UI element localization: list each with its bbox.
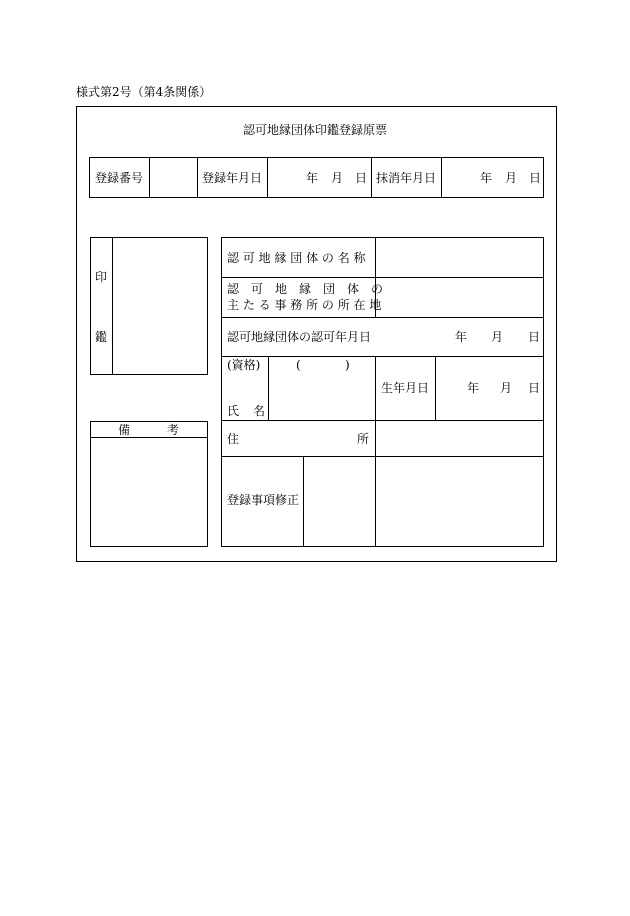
office-location-field[interactable] (376, 278, 543, 317)
approval-hi: 日 (528, 330, 541, 344)
cancel-date-field[interactable] (442, 158, 543, 197)
birth-date-label: 生年月日 (381, 381, 430, 395)
form-title: 認可地縁団体印鑑登録原票 (242, 123, 387, 137)
shimei-mei: 名 (253, 404, 266, 418)
address-ju: 住 (227, 432, 240, 446)
qualification-paren-close: ) (345, 358, 350, 372)
correction-label: 登録事項修正 (227, 493, 300, 507)
remarks-field[interactable] (91, 438, 207, 546)
reg-date-hi: 日 (355, 171, 368, 185)
address-field[interactable] (376, 421, 543, 456)
seal-char-kan: 鑑 (95, 330, 108, 344)
reg-date-label: 登録年月日 (202, 171, 263, 185)
reg-number-label: 登録番号 (95, 171, 144, 185)
representative-name-field[interactable] (269, 374, 374, 419)
qualification-label: (資格) (227, 358, 261, 372)
qualification-paren-open: ( (296, 358, 301, 372)
office-label-line1: 認 可 地 縁 団 体 の (227, 282, 384, 296)
office-label-line2: 主 た る 事 務 所 の 所 在 地 (227, 298, 382, 312)
seal-impression-area[interactable] (113, 238, 207, 374)
reg-number-field[interactable] (150, 158, 196, 197)
cancel-date-label: 抹消年月日 (376, 171, 437, 185)
reg-date-nen: 年 (306, 171, 319, 185)
seal-char-in: 印 (95, 270, 108, 284)
correction-detail-field[interactable] (376, 457, 543, 546)
correction-field[interactable] (304, 457, 374, 546)
approval-date-label: 認可地縁団体の認可年月日 (227, 330, 372, 344)
reg-date-tsuki: 月 (331, 171, 344, 185)
cancel-date-tsuki: 月 (505, 171, 518, 185)
remarks-label-kou: 考 (167, 423, 180, 437)
approval-tsuki: 月 (491, 330, 504, 344)
birth-tsuki: 月 (500, 381, 513, 395)
remarks-label-bi: 備 (118, 423, 131, 437)
address-sho: 所 (357, 432, 370, 446)
form-number: 様式第2号（第4条関係） (76, 85, 212, 99)
group-name-label: 認 可 地 縁 団 体 の 名 称 (227, 251, 366, 265)
approval-nen: 年 (455, 330, 468, 344)
group-name-field[interactable] (376, 238, 543, 277)
shimei-shi: 氏 (227, 404, 240, 418)
cancel-date-hi: 日 (529, 171, 542, 185)
birth-hi: 日 (528, 381, 541, 395)
cancel-date-nen: 年 (480, 171, 493, 185)
birth-nen: 年 (467, 381, 480, 395)
